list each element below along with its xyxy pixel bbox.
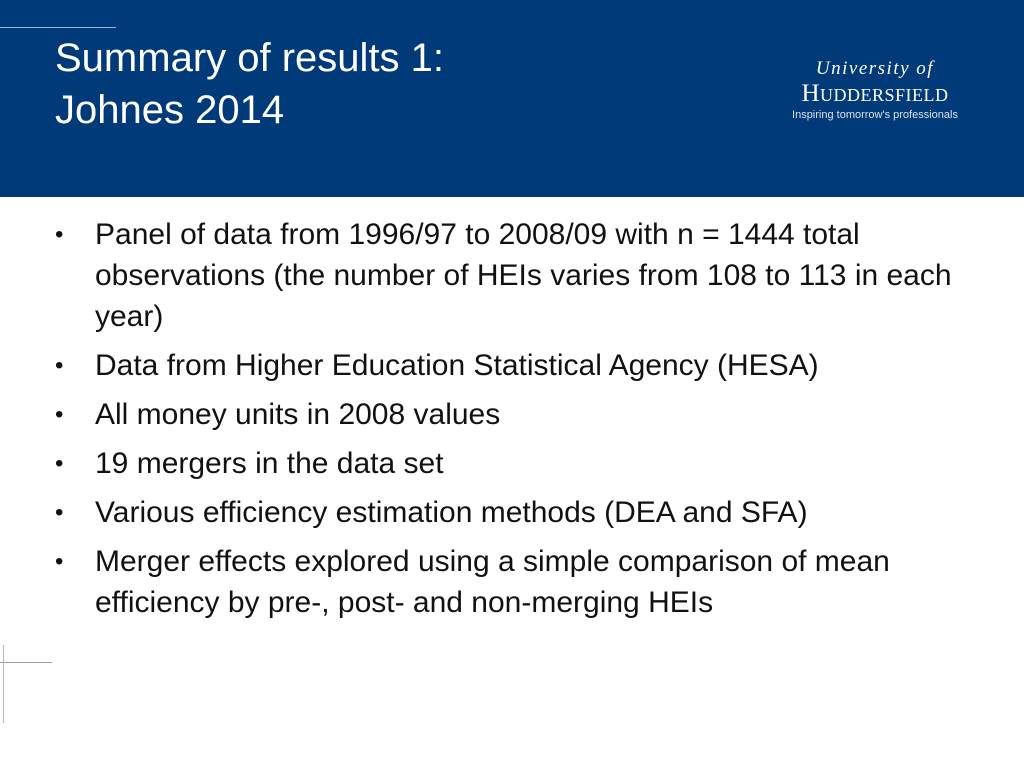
header-rule [0,27,116,28]
footer-rule-horizontal [0,662,52,663]
logo-huddersfield: Huddersfield [801,80,949,107]
bullet-item [55,345,955,386]
bullet-text: Data from Higher Education Statistical Agency (HESA) [95,349,819,382]
bullet-item [55,443,955,484]
bullet-icon: • [55,401,64,428]
bullet-item [55,214,955,337]
university-logo [770,58,980,122]
bullet-text: Various efficiency estimation methods (DEA and SFA) [95,496,808,529]
bullet-item [55,541,955,623]
bullet-text: 19 mergers in the data set [95,447,444,480]
slide-title [55,32,444,136]
footer-rule-vertical [3,645,4,723]
header-banner [0,0,1024,197]
bullet-text: All money units in 2008 values [95,398,501,431]
bullet-icon: • [55,499,64,526]
bullet-icon: • [55,352,64,379]
bullet-text: Merger effects explored using a simple comparison of mean efficiency by pre-, post- and non-merging HEIs [95,545,890,619]
bullet-icon: • [55,548,64,575]
bullet-icon: • [55,221,64,248]
bullet-icon: • [55,450,64,477]
logo-university-of: University of [815,58,935,79]
bullet-text: Panel of data from 1996/97 to 2008/09 with n = 1444 total observations (the number of HEIs varies from 108 to 113 in each year) [95,218,952,333]
logo-tagline: Inspiring tomorrow's professionals [792,109,958,121]
bullet-item [55,492,955,533]
slide-title-line-2: Johnes 2014 [55,88,285,132]
bullet-item [55,394,955,435]
bullet-list [55,214,955,631]
slide-title-line-1: Summary of results 1: [55,36,445,80]
